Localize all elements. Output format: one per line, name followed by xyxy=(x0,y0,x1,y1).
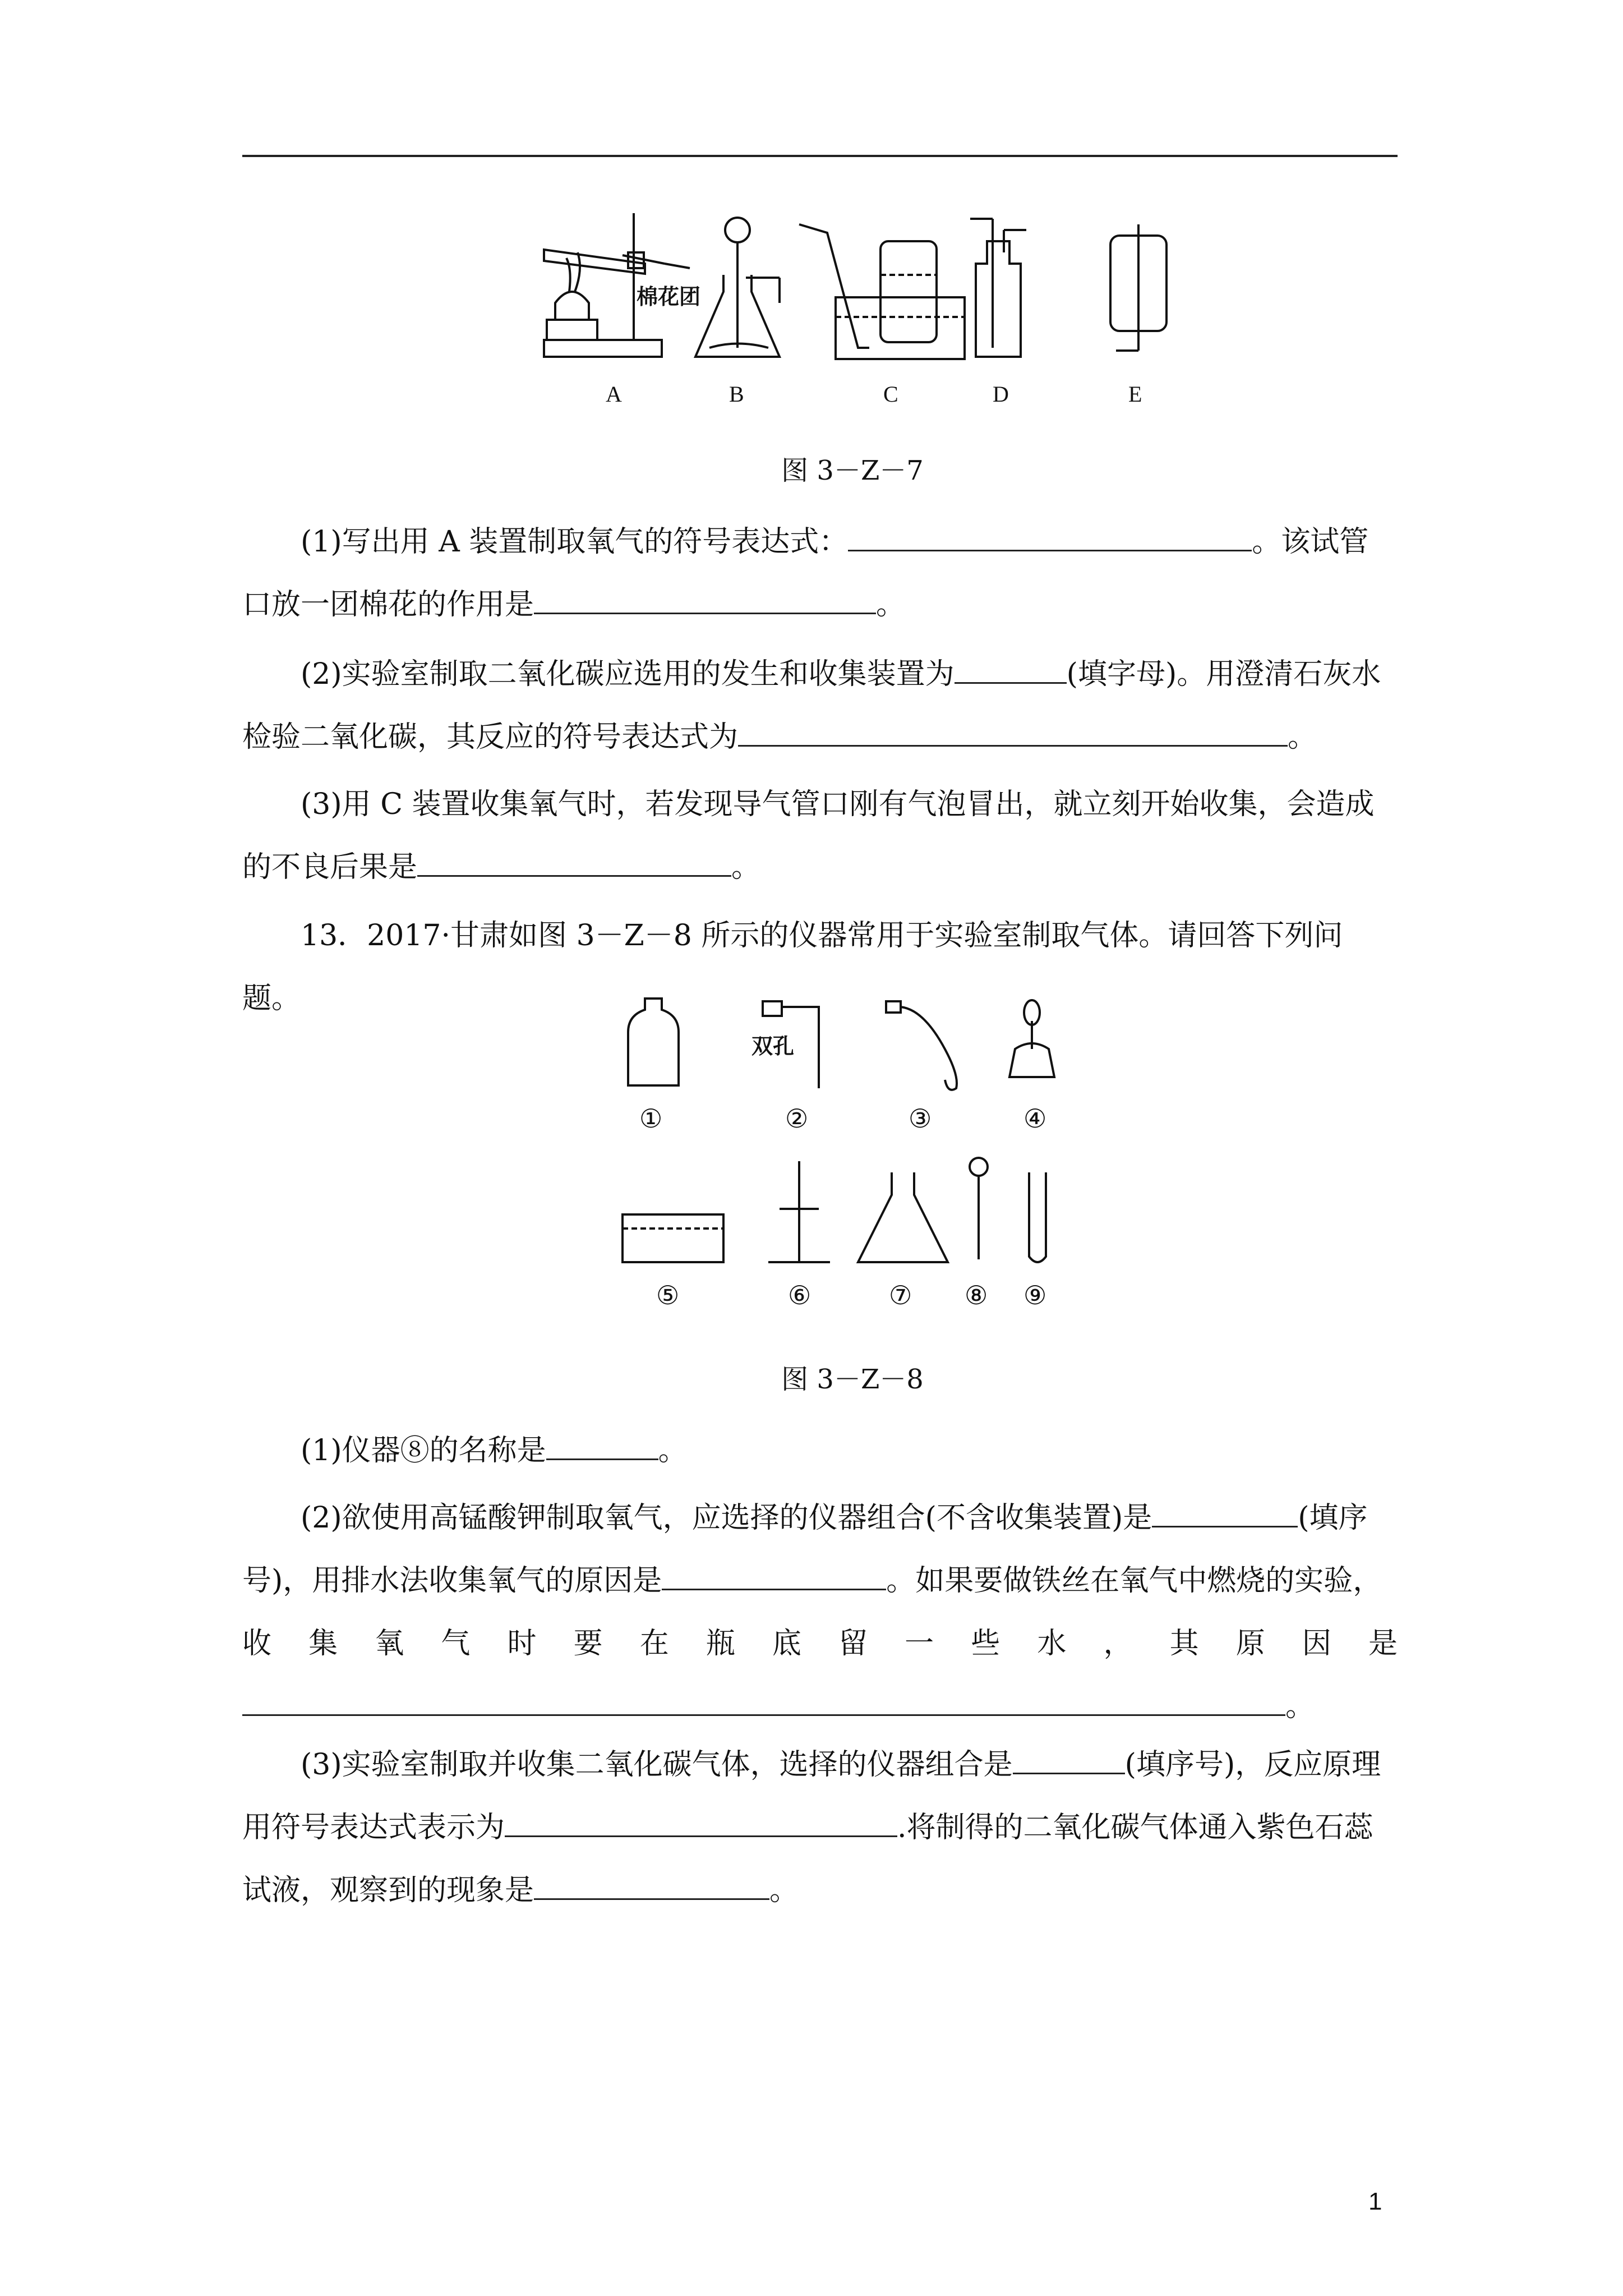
label-6: ⑥ xyxy=(788,1280,811,1307)
apparatus-e xyxy=(1110,224,1166,351)
instrument-4 xyxy=(1009,1000,1054,1077)
label-8: ⑧ xyxy=(965,1280,988,1307)
blank-q13-1[interactable] xyxy=(546,1433,658,1460)
label-9: ⑨ xyxy=(1023,1280,1047,1307)
instrument-9 xyxy=(1029,1172,1046,1262)
blank-q13-3b[interactable] xyxy=(505,1810,897,1837)
blank-q13-3a[interactable] xyxy=(1013,1747,1125,1774)
q12-part1: (1)写出用 A 装置制取氧气的符号表达式： 。该试管口放一团棉花的作用是 。 xyxy=(242,525,1369,622)
label-5: ⑤ xyxy=(656,1280,680,1307)
instrument-8 xyxy=(970,1158,988,1259)
q13-part1: (1)仪器⑧的名称是 。 xyxy=(301,1434,688,1467)
instrument-7 xyxy=(858,1172,948,1262)
page-number: 1 xyxy=(1368,2188,1382,2215)
label-d: D xyxy=(993,381,1009,407)
cotton-label: 棉花团 xyxy=(637,284,701,309)
hole-label: 双孔 xyxy=(751,1034,795,1059)
label-2: ② xyxy=(785,1103,809,1134)
figure-3-z-8 xyxy=(611,987,1071,1307)
label-b: B xyxy=(729,381,744,407)
figure-3-z-7 xyxy=(522,208,1183,415)
blank-q13-3c[interactable] xyxy=(534,1872,769,1900)
header-rule xyxy=(242,155,1398,157)
instrument-6 xyxy=(768,1161,830,1262)
q13-part2: (2)欲使用高锰酸钾制取氧气，应选择的仪器组合(不含收集装置)是 (填序号)，用排水法收集氧气的原因是 。如果要做铁丝在氧气中燃烧的实验， 收集氧气时要在瓶底留一些水，其原因是 。 xyxy=(242,1501,1398,1723)
apparatus-b xyxy=(695,218,780,357)
label-e: E xyxy=(1128,381,1142,407)
label-3: ③ xyxy=(909,1103,932,1134)
blank-q13-2b[interactable] xyxy=(662,1563,886,1590)
apparatus-d xyxy=(970,219,1026,357)
q12-part2: (2)实验室制取二氧化碳应选用的发生和收集装置为 (填字母)。用澄清石灰水检验二氧化碳，其反应的符号表达式为 。 xyxy=(242,657,1381,754)
label-4: ④ xyxy=(1023,1103,1047,1134)
figure-7-caption: 图 3－Z－7 xyxy=(781,455,924,486)
label-c: C xyxy=(883,381,898,407)
blank-q13-2a[interactable] xyxy=(1152,1500,1298,1527)
apparatus-c xyxy=(799,224,965,359)
blank-q12-2b[interactable] xyxy=(738,719,1288,747)
q12-part3: (3)用 C 装置收集氧气时，若发现导气管口刚有气泡冒出，就立刻开始收集，会造成的不良后果是 。 xyxy=(242,788,1375,884)
blank-q13-2c[interactable] xyxy=(242,1688,1285,1716)
figure-8-caption: 图 3－Z－8 xyxy=(781,1364,924,1395)
label-1: ① xyxy=(639,1103,663,1134)
q13-part3: (3)实验室制取并收集二氧化碳气体，选择的仪器组合是 (填序号)，反应原理用符号表达式表示为 .将制得的二氧化碳气体通入紫色石蕊试液，观察到的现象是 。 xyxy=(242,1748,1381,1907)
instrument-5 xyxy=(623,1214,723,1262)
q13-intro: 13．2017·甘肃如图 3－Z－8 所示的仪器常用于实验室制取气体。请回答下列问题。 xyxy=(242,919,1343,1015)
blank-q12-1b[interactable] xyxy=(534,587,876,614)
instrument-2 xyxy=(751,1001,819,1088)
label-a: A xyxy=(606,381,622,407)
blank-q12-3a[interactable] xyxy=(417,849,731,877)
blank-q12-2a[interactable] xyxy=(955,656,1067,684)
blank-q12-1a[interactable] xyxy=(848,524,1252,551)
apparatus-a xyxy=(544,213,700,357)
instrument-3 xyxy=(886,1001,957,1090)
label-7: ⑦ xyxy=(889,1280,912,1307)
instrument-1 xyxy=(628,999,679,1085)
